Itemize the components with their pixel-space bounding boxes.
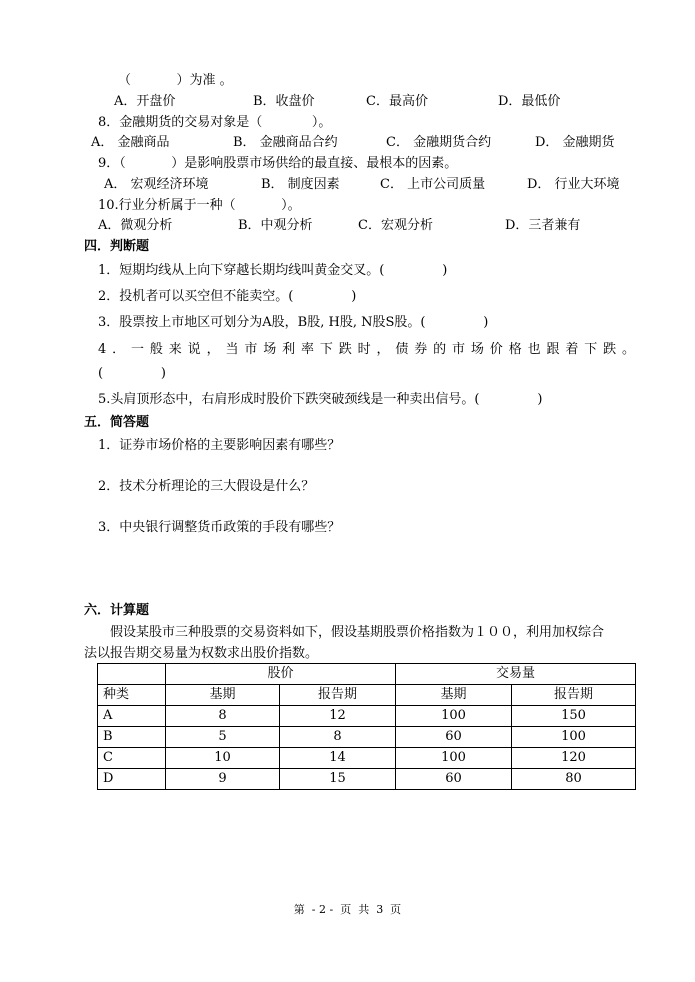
judgment-item-2: 2．投机者可以买空但不能卖空。( ) [98, 289, 357, 304]
q8-options [0, 134, 695, 152]
q7-option-c: C．最高价 [366, 94, 428, 109]
table-cell: A [98, 706, 166, 727]
q7-option-d: D．最低价 [498, 94, 561, 109]
judgment-heading: 四．判断题 [84, 239, 150, 254]
column-header-price-report: 报告期 [280, 685, 396, 706]
table-corner-cell [98, 664, 166, 685]
q8-stem: 8．金融期货的交易对象是（ ）。 [98, 115, 332, 130]
q8-option-b: B． 金融商品合约 [233, 135, 338, 150]
judgment-item-4-blank: ( ) [98, 366, 166, 381]
q10-option-b: B．中观分析 [238, 218, 313, 233]
short-answer-item-2: 2．技术分析理论的三大假设是什么？ [98, 479, 315, 494]
judgment-item-1: 1．短期均线从上向下穿越长期均线叫黄金交叉。( ) [98, 263, 448, 278]
table-cell: 60 [396, 727, 512, 748]
group-header-volume: 交易量 [396, 664, 636, 685]
table-row [98, 706, 636, 727]
short-answer-item-3: 3．中央银行调整货币政策的手段有哪些？ [98, 520, 341, 535]
table-column-header-row [98, 685, 636, 706]
q10-option-c: C．宏观分析 [358, 218, 433, 233]
q9-option-a: A． 宏观经济环境 [104, 177, 209, 192]
q10-stem: 10.行业分析属于一种（ ）。 [98, 198, 301, 213]
table-cell: 10 [166, 748, 280, 769]
q10-option-a: A．微观分析 [98, 218, 173, 233]
table-cell: 60 [396, 769, 512, 790]
table-cell: 12 [280, 706, 396, 727]
column-header-volume-report: 报告期 [512, 685, 636, 706]
q9-option-d: D． 行业大环境 [527, 177, 620, 192]
table-cell: 9 [166, 769, 280, 790]
column-header-volume-base: 基期 [396, 685, 512, 706]
table-cell: 8 [166, 706, 280, 727]
short-answer-heading: 五．简答题 [84, 415, 150, 430]
table-row [98, 769, 636, 790]
group-header-price: 股价 [166, 664, 396, 685]
page-footer: 第 - 2 - 页 共 3 页 [293, 903, 402, 916]
table-cell: 8 [280, 727, 396, 748]
table-cell: 5 [166, 727, 280, 748]
q7-tail: （ ）为准 。 [118, 73, 233, 88]
table-cell: C [98, 748, 166, 769]
judgment-item-4: 4．一般来说，当市场利率下跌时，债券的市场价格也跟着下跌。 [98, 342, 635, 357]
q8-option-c: C． 金融期货合约 [386, 135, 492, 150]
stock-data-table [97, 663, 636, 790]
table-row [98, 727, 636, 748]
calculation-text-line2: 法以报告期交易量为权数求出股价指数。 [84, 646, 319, 661]
table-cell: 15 [280, 769, 396, 790]
short-answer-item-1: 1．证券市场价格的主要影响因素有哪些？ [98, 438, 341, 453]
table-cell: 100 [396, 748, 512, 769]
q10-options [0, 217, 695, 235]
table-cell: D [98, 769, 166, 790]
calculation-heading: 六．计算题 [84, 603, 150, 618]
q9-option-b: B． 制度因素 [261, 177, 340, 192]
table-cell: B [98, 727, 166, 748]
table-cell: 80 [512, 769, 636, 790]
table-row [98, 748, 636, 769]
q8-option-d: D． 金融期货 [535, 135, 615, 150]
q7-option-b: B．收盘价 [253, 94, 315, 109]
column-header-price-base: 基期 [166, 685, 280, 706]
q10-option-d: D．三者兼有 [505, 218, 581, 233]
judgment-item-3: 3．股票按上市地区可划分为A股，B股, H股, N股S股。( ) [98, 315, 489, 330]
table-group-header-row [98, 664, 636, 685]
table-cell: 14 [280, 748, 396, 769]
q9-stem: 9．（ ）是影响股票市场供给的最直接、最根本的因素。 [98, 156, 458, 171]
table-cell: 120 [512, 748, 636, 769]
q9-option-c: C． 上市公司质量 [380, 177, 486, 192]
calculation-text-line1: 假设某股市三种股票的交易资料如下，假设基期股票价格指数为１００，利用加权综合 [110, 625, 605, 640]
q8-option-a: A． 金融商品 [91, 135, 170, 150]
table-cell: 150 [512, 706, 636, 727]
table-cell: 100 [396, 706, 512, 727]
q9-options [0, 176, 695, 194]
q7-options [0, 93, 695, 111]
q7-option-a: A．开盘价 [114, 94, 176, 109]
column-header-type: 种类 [98, 685, 166, 706]
table-cell: 100 [512, 727, 636, 748]
judgment-item-5: 5.头肩顶形态中，右肩形成时股价下跌突破颈线是一种卖出信号。( ) [98, 392, 543, 407]
